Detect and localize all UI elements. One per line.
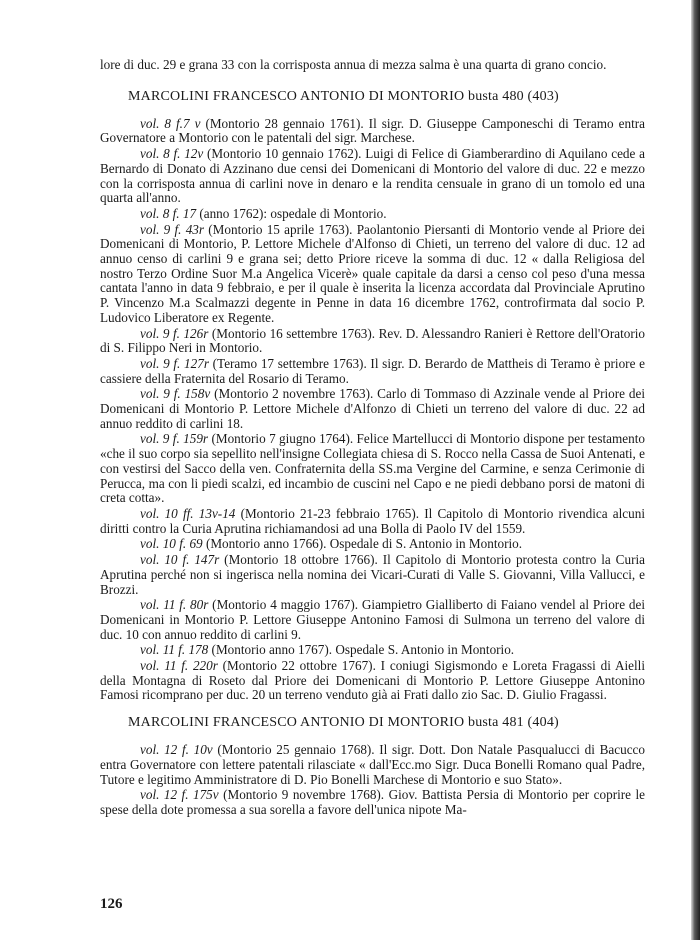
entry — [100, 327, 645, 356]
entry-reference: vol. 9 f. 126r — [140, 325, 209, 341]
entry-text: (Montorio anno 1767). Ospedale S. Antonio in Montorio. — [208, 642, 515, 658]
entry-text: (Montorio 4 maggio 1767). Giampietro Gialliberto di Faiano vendel al Priore dei Domenicani in Montorio P. Lettore Giuseppe Antonino Famosi di Sulmona un terreno del valore di duc. 10 con annuo reddito di carlini 9. — [100, 597, 645, 642]
entry-reference: vol. 9 f. 158v — [140, 386, 211, 402]
entry-text: (Montorio 16 settembre 1763). Rev. D. Alessandro Ranieri è Rettore dell'Oratorio di S. Filippo Neri in Montorio. — [100, 325, 645, 356]
entry — [100, 223, 645, 326]
entry — [100, 659, 645, 703]
entry-text: (Teramo 17 settembre 1763). Il sigr. D. Berardo de Mattheis di Teramo è priore e cassiere della Fraternita del Rosario di Teramo. — [100, 355, 645, 386]
entry — [100, 147, 645, 206]
entry-text: (Montorio 21-23 febbraio 1765). Il Capitolo di Montorio rivendica alcuni diritti contro la Curia Aprutina richiamandosi ad una Bolla di Paolo IV del 1559. — [100, 505, 645, 536]
entry-text: (Montorio 25 gennaio 1768). Il sigr. Dott. Don Natale Pasqualucci di Bacucco entra Governatore con lettere patentali rilasciate « dall'Ecc.mo Sigr. Duca Bonelli Romano qual Padre, Tutore e legitimo Amministratore di D. Pio Bonelli Marchese di Montorio e suo Stato». — [100, 742, 645, 787]
entry — [100, 743, 645, 787]
entry — [100, 598, 645, 642]
entry-reference: vol. 11 f. 80r — [140, 597, 209, 613]
entry-text: (Montorio 2 novembre 1763). Carlo di Tommaso di Azzinale vende al Priore dei Domenicani di Montorio P. Lettore Michele d'Alfonzo di Chieti un terreno del valore di duc. 22 ad annuo reddito di carlini 18. — [100, 386, 645, 431]
entry-reference: vol. 11 f. 220r — [140, 658, 218, 674]
entry — [100, 207, 645, 222]
entry-reference: vol. 10 ff. 13v-14 — [140, 505, 236, 521]
entry-reference: vol. 9 f. 159r — [140, 431, 209, 447]
page-number: 126 — [100, 896, 123, 912]
entry-text: (Montorio 28 gennaio 1761). Il sigr. D. Giuseppe Camponeschi di Teramo entra Governatore a Montorio con le patentali del sigr. Marchese. — [100, 115, 645, 146]
entry-text: (Montorio 10 gennaio 1762). Luigi di Felice di Giamberardino di Aquilano cede a Bernardo di Donato di Azzinano due censi dei Domenicani di Montorio del valore di duc. 22 e mezzo con la corrisposta annua di carlini nove in denaro e la rendita censuale in grano di un tomolo ed una quarta all'anno. — [100, 146, 645, 206]
section-heading-busta-480: MARCOLINI FRANCESCO ANTONIO DI MONTORIO busta 480 (403) — [128, 88, 559, 104]
document-page — [100, 58, 645, 819]
entry-reference: vol. 9 f. 127r — [140, 355, 209, 371]
entry-reference: vol. 10 f. 69 — [140, 536, 203, 552]
entry-reference: vol. 8 f.7 v — [140, 115, 201, 131]
entry-text: (Montorio 18 ottobre 1766). Il Capitolo di Montorio protesta contro la Curia Aprutina perché non si ingerisca nella nomina dei Vicari-Curati di Valle S. Giovanni, Villa Vallucci, e Brozzi. — [100, 552, 645, 597]
section-entries-busta-481 — [100, 743, 645, 818]
entry-text: (Montorio 7 giugno 1764). Felice Martellucci di Montorio dispone per testamento «che il suo corpo sia sepellito nell'insigne Collegiata chiesa di S. Rocco nella Cassa de Suoi Antenati, e con vestirsi del Sacco della ven. Confraternita della SS.ma Vergine del Carmine, e senza Cerimonie di Perucca, ma con li piedi scalzi, ed incambio de cuscini nel Capo e ne piedi debbano porsi de matoni di creta cotta». — [100, 431, 645, 506]
section-heading-busta-481: MARCOLINI FRANCESCO ANTONIO DI MONTORIO busta 481 (404) — [128, 715, 559, 731]
continuation-paragraph: lore di duc. 29 e grana 33 con la corrisposta annua di mezza salma è una quarta di grano concio. — [100, 57, 607, 72]
entry — [100, 788, 645, 817]
entry — [100, 117, 645, 146]
entry-reference: vol. 10 f. 147r — [140, 552, 220, 568]
entry — [100, 357, 645, 386]
section-entries-busta-480 — [100, 117, 645, 703]
entry — [100, 537, 645, 552]
entry-reference: vol. 8 f. 17 — [140, 205, 197, 221]
entry — [100, 432, 645, 506]
entry-text: (Montorio 9 novembre 1768). Giov. Battista Persia di Montorio per coprire le spese della dote promessa a sua sorella a favore dell'unica nipote Ma- — [100, 787, 645, 817]
entry-reference: vol. 8 f. 12v — [140, 146, 204, 162]
entry-reference: vol. 9 f. 43r — [140, 221, 205, 237]
entry — [100, 643, 645, 658]
entry — [100, 387, 645, 431]
entry — [100, 507, 645, 536]
entry-reference: vol. 12 f. 10v — [140, 742, 213, 758]
entry-text: (Montorio 22 ottobre 1767). I coniugi Sigismondo e Loreta Fragassi di Aielli della Montagna di Roseto dal Priore dei Domenicani di Montorio P. Lettore Giuseppe Antonino Famosi ricomprano per duc. 20 un terreno venduto già ai Frati dallo zio Sac. D. Giulio Fragassi. — [100, 658, 645, 703]
entry — [100, 553, 645, 597]
entry-reference: vol. 11 f. 178 — [140, 642, 209, 658]
entry-text: (Montorio anno 1766). Ospedale di S. Antonio in Montorio. — [202, 536, 523, 552]
entry-reference: vol. 12 f. 175v — [140, 787, 219, 803]
entry-text: (anno 1762): ospedale di Montorio. — [196, 205, 387, 221]
entry-text: (Montorio 15 aprile 1763). Paolantonio Piersanti di Montorio vende al Priore dei Domenicani di Montorio, P. Lettore Michele d'Alfonso di Chieti, un terreno del valore di duc. 12 ad annuo censo di carlini 9 e grana sei; detto Priore riceve la somma di duc. 12 « dalla Religiosa del nostro Terzo Ordine Suor M.a Angelica Vicerè» quale capitale da darsi a censo col peso d'una messa cantata l'anno in data 9 febbraio, e per il quale è inserita la licenza accordata dal Provinciale Aprutino P. Vincenzo M.a Scalmazzi degente in Penne in data 16 dicembre 1762, controfirmata dal socio P. Ludovico Liberatore ex Regente. — [100, 221, 645, 325]
page-binding-edge — [691, 0, 700, 940]
